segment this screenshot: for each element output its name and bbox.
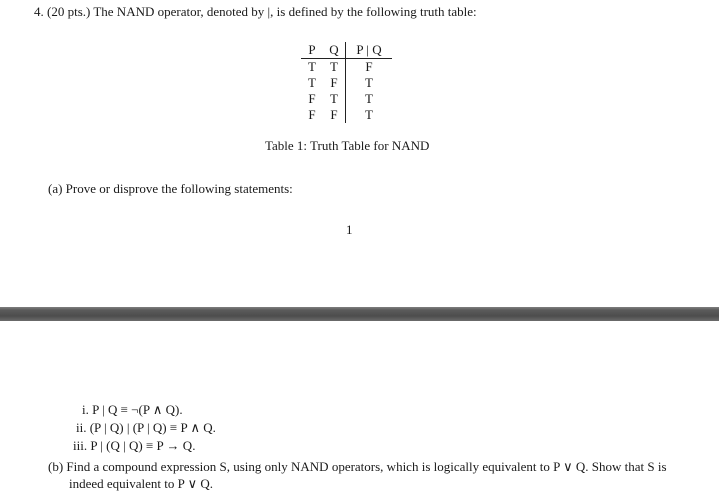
statement-iii: iii. P | (Q | Q) ≡ P → Q. <box>73 438 196 453</box>
cell-q: T <box>323 59 346 76</box>
cell-result: T <box>365 75 373 90</box>
cell-result: T <box>365 91 373 106</box>
header-p-nand-q: P | Q <box>346 42 393 59</box>
cell-p: T <box>308 75 316 90</box>
page-number: 1 <box>346 222 353 237</box>
truth-table <box>301 42 392 123</box>
page-separator <box>0 307 719 321</box>
cell-result: T <box>365 107 373 122</box>
truth-table-header-row <box>301 42 392 59</box>
part-b-line-2: indeed equivalent to P ∨ Q. <box>69 476 214 491</box>
table-row <box>301 59 392 76</box>
part-b-line-1: (b) Find a compound expression S, using only NAND operators, which is logically equivalent to P ∨ Q. Show that S is <box>48 459 667 474</box>
part-b <box>48 458 667 492</box>
table-row <box>301 75 392 91</box>
question-header: 4. (20 pts.) The NAND operator, denoted by |, is defined by the following truth table: <box>34 4 477 19</box>
cell-p: T <box>308 59 316 74</box>
cell-q: F <box>323 75 346 91</box>
statement-ii: ii. (P | Q) | (P | Q) ≡ P ∧ Q. <box>76 420 216 435</box>
cell-q: T <box>323 91 346 107</box>
table-row <box>301 107 392 123</box>
statement-i: i. P | Q ≡ ¬(P ∧ Q). <box>82 402 183 417</box>
cell-result: F <box>365 59 373 74</box>
cell-p: F <box>308 91 316 106</box>
part-a-label: (a) Prove or disprove the following statements: <box>48 181 293 196</box>
header-q: Q <box>323 42 346 59</box>
cell-p: F <box>308 107 316 122</box>
cell-q: F <box>323 107 346 123</box>
table-row <box>301 91 392 107</box>
table-caption: Table 1: Truth Table for NAND <box>265 138 430 153</box>
header-p: P <box>301 42 323 59</box>
